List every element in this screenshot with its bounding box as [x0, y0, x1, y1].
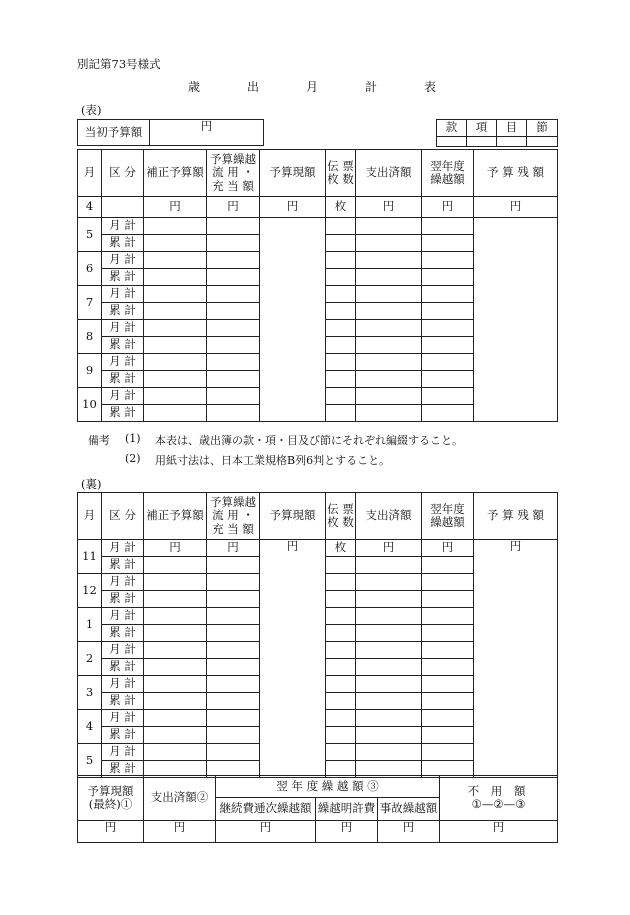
table-cell [144, 710, 207, 727]
month-number: 12 [78, 574, 102, 608]
unit-label: 円 [144, 540, 207, 557]
row-label: 累 計 [102, 625, 144, 642]
table-cell [422, 591, 474, 608]
table-cell [356, 269, 422, 286]
table-cell [356, 557, 422, 574]
remaining-cell: 円 [474, 540, 558, 778]
table-cell [326, 608, 356, 625]
code-cell [467, 137, 497, 147]
table-cell [326, 710, 356, 727]
month-number: 2 [78, 642, 102, 676]
table-cell [356, 337, 422, 354]
table-cell [144, 320, 207, 337]
table-cell [326, 405, 356, 422]
table-cell [326, 303, 356, 320]
row-label: 月 計 [102, 540, 144, 557]
table-cell [144, 591, 207, 608]
current-budget-cell: 円 [260, 540, 326, 778]
col-vouchers: 伝 票 枚 数 [326, 150, 356, 197]
table-cell [422, 625, 474, 642]
unit-label: 円 [474, 197, 558, 218]
table-cell [144, 269, 207, 286]
table-cell [326, 388, 356, 405]
table-cell [422, 371, 474, 388]
table-cell [326, 625, 356, 642]
final-budget-header: 予算現額 (最終)① [78, 776, 144, 821]
row-label: 月 計 [102, 218, 144, 235]
table-cell [207, 557, 260, 574]
table-cell [356, 303, 422, 320]
title-char: 月 [306, 80, 319, 94]
page-title [188, 78, 483, 95]
table-cell [207, 693, 260, 710]
note-text: 用紙寸法は、日本工業規格B列6判とすること。 [155, 454, 391, 467]
initial-budget-box [77, 119, 264, 146]
table-cell [356, 405, 422, 422]
unit-label: 円 [356, 540, 422, 557]
table-cell [326, 727, 356, 744]
row-label: 月 計 [102, 286, 144, 303]
table-cell [326, 676, 356, 693]
month-row-first [78, 197, 558, 218]
col-paid: 支出済額 [356, 493, 422, 540]
row-label: 累 計 [102, 235, 144, 252]
table-cell [207, 727, 260, 744]
table-cell [144, 744, 207, 761]
table-cell [326, 744, 356, 761]
back-side-label: (裏) [81, 477, 102, 491]
month-number: 9 [78, 354, 102, 388]
table-cell [102, 197, 144, 218]
table-cell [422, 608, 474, 625]
table-cell [356, 676, 422, 693]
unit-label: 円 [207, 540, 260, 557]
code-cell [497, 137, 527, 147]
table-cell [207, 574, 260, 591]
header-row [78, 150, 558, 197]
table-cell [356, 659, 422, 676]
table-cell [422, 574, 474, 591]
col-carryover: 翌年度 繰越額 [422, 150, 474, 197]
table-cell [422, 727, 474, 744]
row-label: 累 計 [102, 761, 144, 778]
col-supplementary: 補正予算額 [144, 493, 207, 540]
table-cell [356, 388, 422, 405]
table-cell [144, 405, 207, 422]
row-label: 月 計 [102, 320, 144, 337]
note-text: 本表は、歳出簿の款・項・目及び節にそれぞれ編綴すること。 [155, 434, 463, 447]
notes-heading: 備考 [88, 434, 110, 447]
col-transfer: 予算繰越 流 用 ・ 充 当 額 [207, 493, 260, 540]
table-cell [326, 235, 356, 252]
table-cell [356, 727, 422, 744]
table-cell [207, 269, 260, 286]
table-cell [144, 218, 207, 235]
initial-budget-label: 当初予算額 [78, 120, 150, 146]
code-kou: 項 [467, 120, 497, 137]
row-label: 累 計 [102, 405, 144, 422]
row-label: 累 計 [102, 659, 144, 676]
code-cell [437, 137, 467, 147]
month-number: 8 [78, 320, 102, 354]
table-cell [422, 388, 474, 405]
col-category: 区 分 [102, 150, 144, 197]
summary-table [77, 775, 558, 843]
table-cell [356, 218, 422, 235]
row-label: 月 計 [102, 642, 144, 659]
explicit-carryover-header: 繰越明許費 [316, 798, 378, 821]
month-number: 5 [78, 218, 102, 252]
table-cell [207, 710, 260, 727]
table-cell [422, 303, 474, 320]
table-cell [422, 405, 474, 422]
row-label: 累 計 [102, 337, 144, 354]
table-cell [207, 218, 260, 235]
continuous-carryover-header: 継続費逓次繰越額 [216, 798, 316, 821]
table-cell [326, 354, 356, 371]
table-cell [326, 574, 356, 591]
current-budget-cell [260, 218, 326, 422]
unit-label: 円 [422, 540, 474, 557]
table-cell [422, 337, 474, 354]
row-label: 累 計 [102, 303, 144, 320]
row-label: 累 計 [102, 371, 144, 388]
table-cell [422, 218, 474, 235]
remaining-cell [474, 218, 558, 422]
code-cell [527, 137, 558, 147]
row-label: 月 計 [102, 744, 144, 761]
table-cell [356, 354, 422, 371]
table-cell [144, 642, 207, 659]
table-cell [422, 642, 474, 659]
note-number: (2) [125, 452, 141, 465]
table-cell [144, 693, 207, 710]
table-cell [207, 625, 260, 642]
table-cell [422, 269, 474, 286]
table-cell [207, 252, 260, 269]
col-carryover: 翌年度 繰越額 [422, 493, 474, 540]
table-cell [207, 354, 260, 371]
row-label: 月 計 [102, 710, 144, 727]
table-cell [326, 642, 356, 659]
table-cell [144, 337, 207, 354]
col-current-budget: 予算現額 [260, 493, 326, 540]
table-cell [207, 303, 260, 320]
unit-label: 円 [78, 821, 144, 843]
table-cell [326, 269, 356, 286]
col-remaining: 予 算 残 額 [474, 150, 558, 197]
note-number: (1) [125, 432, 141, 445]
col-remaining: 予 算 残 額 [474, 493, 558, 540]
table-cell [326, 371, 356, 388]
table-cell [326, 693, 356, 710]
accident-carryover-header: 事故繰越額 [378, 798, 440, 821]
table-cell [207, 744, 260, 761]
table-cell [356, 744, 422, 761]
month-total-row [78, 218, 558, 235]
table-cell [144, 388, 207, 405]
unit-label: 円 [260, 197, 326, 218]
table-cell [356, 286, 422, 303]
row-label: 月 計 [102, 354, 144, 371]
table-cell [422, 286, 474, 303]
carryover-header: 翌 年 度 繰 越 額 ③ [216, 776, 440, 798]
month-number: 1 [78, 608, 102, 642]
account-codes-box [436, 119, 558, 147]
month-number: 10 [78, 388, 102, 422]
unit-label: 円 [316, 821, 378, 843]
table-cell [144, 659, 207, 676]
title-char: 計 [365, 80, 378, 94]
table-cell [207, 659, 260, 676]
table-cell [356, 625, 422, 642]
row-label: 月 計 [102, 252, 144, 269]
table-cell [207, 320, 260, 337]
col-vouchers: 伝 票 枚 数 [326, 493, 356, 540]
table-cell [422, 235, 474, 252]
row-label: 月 計 [102, 574, 144, 591]
month-number: 5 [78, 744, 102, 778]
table-cell [326, 591, 356, 608]
table-cell [144, 608, 207, 625]
table-cell [422, 710, 474, 727]
table-cell [326, 659, 356, 676]
table-cell [356, 574, 422, 591]
unit-label: 円 [422, 197, 474, 218]
table-cell [422, 744, 474, 761]
table-cell [144, 574, 207, 591]
month-number: 4 [78, 197, 102, 218]
table-cell [144, 235, 207, 252]
table-cell [144, 371, 207, 388]
table-cell [422, 354, 474, 371]
table-cell [356, 320, 422, 337]
table-cell [326, 557, 356, 574]
form-number: 別記第73号様式 [77, 57, 161, 71]
table-cell [326, 252, 356, 269]
row-label: 累 計 [102, 727, 144, 744]
table-cell [356, 371, 422, 388]
row-label: 累 計 [102, 693, 144, 710]
table-cell [207, 676, 260, 693]
month-number: 6 [78, 252, 102, 286]
unit-label: 円 [356, 197, 422, 218]
month-number: 4 [78, 710, 102, 744]
month-number: 3 [78, 676, 102, 710]
unit-label: 枚 [326, 197, 356, 218]
table-cell [207, 235, 260, 252]
table-cell [422, 693, 474, 710]
table-cell [326, 337, 356, 354]
row-label: 累 計 [102, 269, 144, 286]
table-cell [356, 252, 422, 269]
table-cell [207, 388, 260, 405]
col-paid: 支出済額 [356, 150, 422, 197]
col-transfer: 予算繰越 流 用 ・ 充 当 額 [207, 150, 260, 197]
front-monthly-table [77, 149, 558, 422]
table-cell [144, 252, 207, 269]
table-cell [207, 608, 260, 625]
table-cell [422, 252, 474, 269]
table-cell [356, 642, 422, 659]
unit-label: 円 [378, 821, 440, 843]
initial-budget-unit: 円 [150, 120, 264, 146]
table-cell [144, 354, 207, 371]
table-cell [356, 693, 422, 710]
table-cell [356, 710, 422, 727]
table-cell [144, 286, 207, 303]
table-cell [422, 557, 474, 574]
table-cell [356, 591, 422, 608]
code-setsu: 節 [527, 120, 558, 137]
table-cell [356, 608, 422, 625]
unit-label: 枚 [326, 540, 356, 557]
col-supplementary: 補正予算額 [144, 150, 207, 197]
table-cell [207, 642, 260, 659]
table-cell [207, 337, 260, 354]
table-cell [144, 557, 207, 574]
table-cell [422, 320, 474, 337]
unit-label: 円 [216, 821, 316, 843]
month-total-row [78, 540, 558, 557]
col-category: 区 分 [102, 493, 144, 540]
table-cell [144, 625, 207, 642]
col-month: 月 [78, 493, 102, 540]
col-current-budget: 予算現額 [260, 150, 326, 197]
month-number: 7 [78, 286, 102, 320]
table-cell [422, 676, 474, 693]
row-label: 月 計 [102, 608, 144, 625]
code-kan: 款 [437, 120, 467, 137]
header-row [78, 493, 558, 540]
col-month: 月 [78, 150, 102, 197]
table-cell [207, 371, 260, 388]
title-char: 歳 [188, 80, 201, 94]
unit-label: 円 [207, 197, 260, 218]
back-monthly-table [77, 492, 558, 778]
month-number: 11 [78, 540, 102, 574]
table-cell [326, 320, 356, 337]
row-label: 累 計 [102, 557, 144, 574]
code-moku: 目 [497, 120, 527, 137]
table-cell [207, 286, 260, 303]
table-cell [144, 727, 207, 744]
table-cell [207, 591, 260, 608]
paid-header: 支出済額② [144, 776, 216, 821]
row-label: 月 計 [102, 676, 144, 693]
unit-label: 円 [440, 821, 558, 843]
table-cell [326, 286, 356, 303]
row-label: 月 計 [102, 388, 144, 405]
unused-header: 不 用 額 ①—②—③ [440, 776, 558, 821]
unit-label: 円 [144, 197, 207, 218]
front-side-label: (表) [81, 103, 102, 117]
unit-label: 円 [144, 821, 216, 843]
table-cell [326, 218, 356, 235]
table-cell [144, 676, 207, 693]
table-cell [144, 303, 207, 320]
table-cell [422, 659, 474, 676]
title-char: 出 [247, 80, 260, 94]
title-char: 表 [424, 80, 437, 94]
table-cell [356, 235, 422, 252]
row-label: 累 計 [102, 591, 144, 608]
table-cell [207, 405, 260, 422]
